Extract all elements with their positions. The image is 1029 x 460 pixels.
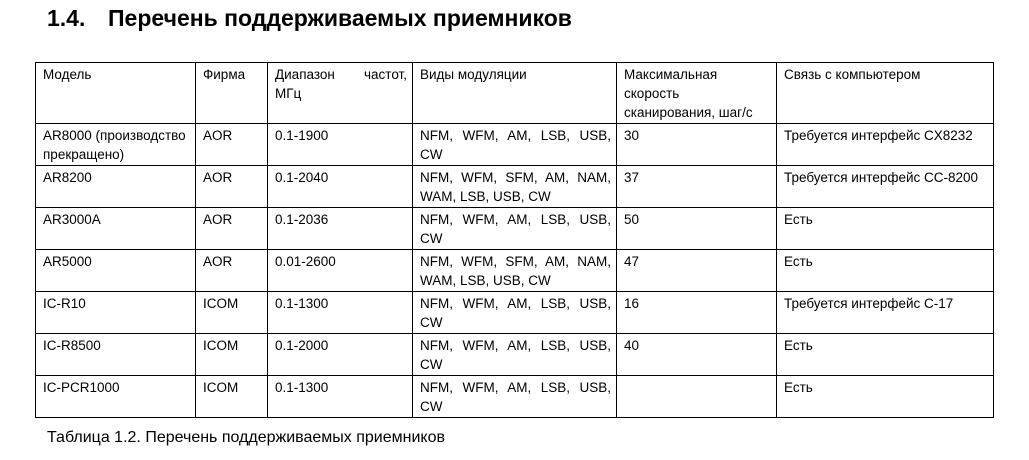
cell-frequency-range: 0.01-2600 [268, 250, 413, 292]
cell-scan-speed: 37 [617, 166, 777, 208]
cell-modulation: NFM, WFM, AM, LSB, USB, CW [413, 334, 617, 376]
header-modulation: Виды модуляции [413, 63, 617, 124]
cell-computer-link: Есть [777, 208, 994, 250]
cell-model: AR3000A [36, 208, 196, 250]
table-row [36, 250, 994, 292]
cell-firm: AOR [196, 250, 268, 292]
cell-firm: ICOM [196, 292, 268, 334]
cell-firm: AOR [196, 166, 268, 208]
cell-scan-speed: 30 [617, 124, 777, 166]
header-scan-speed: Максимальная скорость сканирования, шаг/с [617, 63, 777, 124]
header-firm: Фирма [196, 63, 268, 124]
cell-model: AR8200 [36, 166, 196, 208]
table-row [36, 292, 994, 334]
cell-modulation: NFM, WFM, SFM, AM, NAM, WAM, LSB, USB, CW [413, 250, 617, 292]
cell-scan-speed [617, 376, 777, 418]
table-caption: Таблица 1.2. Перечень поддерживаемых приемников [47, 429, 445, 446]
cell-computer-link: Требуется интерфейс CC-8200 [777, 166, 994, 208]
table-row [36, 208, 994, 250]
cell-model: IC-R10 [36, 292, 196, 334]
cell-frequency-range: 0.1-1300 [268, 292, 413, 334]
table-row [36, 124, 994, 166]
cell-model: AR8000 (производство прекращено) [36, 124, 196, 166]
cell-computer-link: Есть [777, 250, 994, 292]
cell-firm: ICOM [196, 376, 268, 418]
cell-frequency-range: 0.1-1900 [268, 124, 413, 166]
cell-model: AR5000 [36, 250, 196, 292]
cell-model: IC-PCR1000 [36, 376, 196, 418]
cell-scan-speed: 16 [617, 292, 777, 334]
cell-scan-speed: 40 [617, 334, 777, 376]
cell-frequency-range: 0.1-2000 [268, 334, 413, 376]
cell-scan-speed: 47 [617, 250, 777, 292]
cell-computer-link: Требуется интерфейс С-17 [777, 292, 994, 334]
cell-modulation: NFM, WFM, SFM, AM, NAM, WAM, LSB, USB, CW [413, 166, 617, 208]
header-model: Модель [36, 63, 196, 124]
cell-firm: AOR [196, 208, 268, 250]
cell-frequency-range: 0.1-2040 [268, 166, 413, 208]
section-number: 1.4. [47, 5, 86, 31]
cell-firm: AOR [196, 124, 268, 166]
cell-modulation: NFM, WFM, AM, LSB, USB, CW [413, 292, 617, 334]
table-row [36, 166, 994, 208]
cell-scan-speed: 50 [617, 208, 777, 250]
cell-modulation: NFM, WFM, AM, LSB, USB, CW [413, 376, 617, 418]
cell-modulation: NFM, WFM, AM, LSB, USB, CW [413, 124, 617, 166]
table-row [36, 334, 994, 376]
receivers-table [35, 62, 994, 418]
cell-model: IC-R8500 [36, 334, 196, 376]
cell-computer-link: Требуется интерфейс CX8232 [777, 124, 994, 166]
header-frequency-range: Диапазон частот, МГц [268, 63, 413, 124]
section-title: Перечень поддерживаемых приемников [108, 5, 572, 31]
cell-firm: ICOM [196, 334, 268, 376]
cell-frequency-range: 0.1-1300 [268, 376, 413, 418]
section-heading [47, 4, 572, 32]
cell-modulation: NFM, WFM, AM, LSB, USB, CW [413, 208, 617, 250]
table-row [36, 376, 994, 418]
cell-computer-link: Есть [777, 376, 994, 418]
cell-computer-link: Есть [777, 334, 994, 376]
header-computer-link: Связь с компьютером [777, 63, 994, 124]
cell-frequency-range: 0.1-2036 [268, 208, 413, 250]
table-header-row [36, 63, 994, 124]
